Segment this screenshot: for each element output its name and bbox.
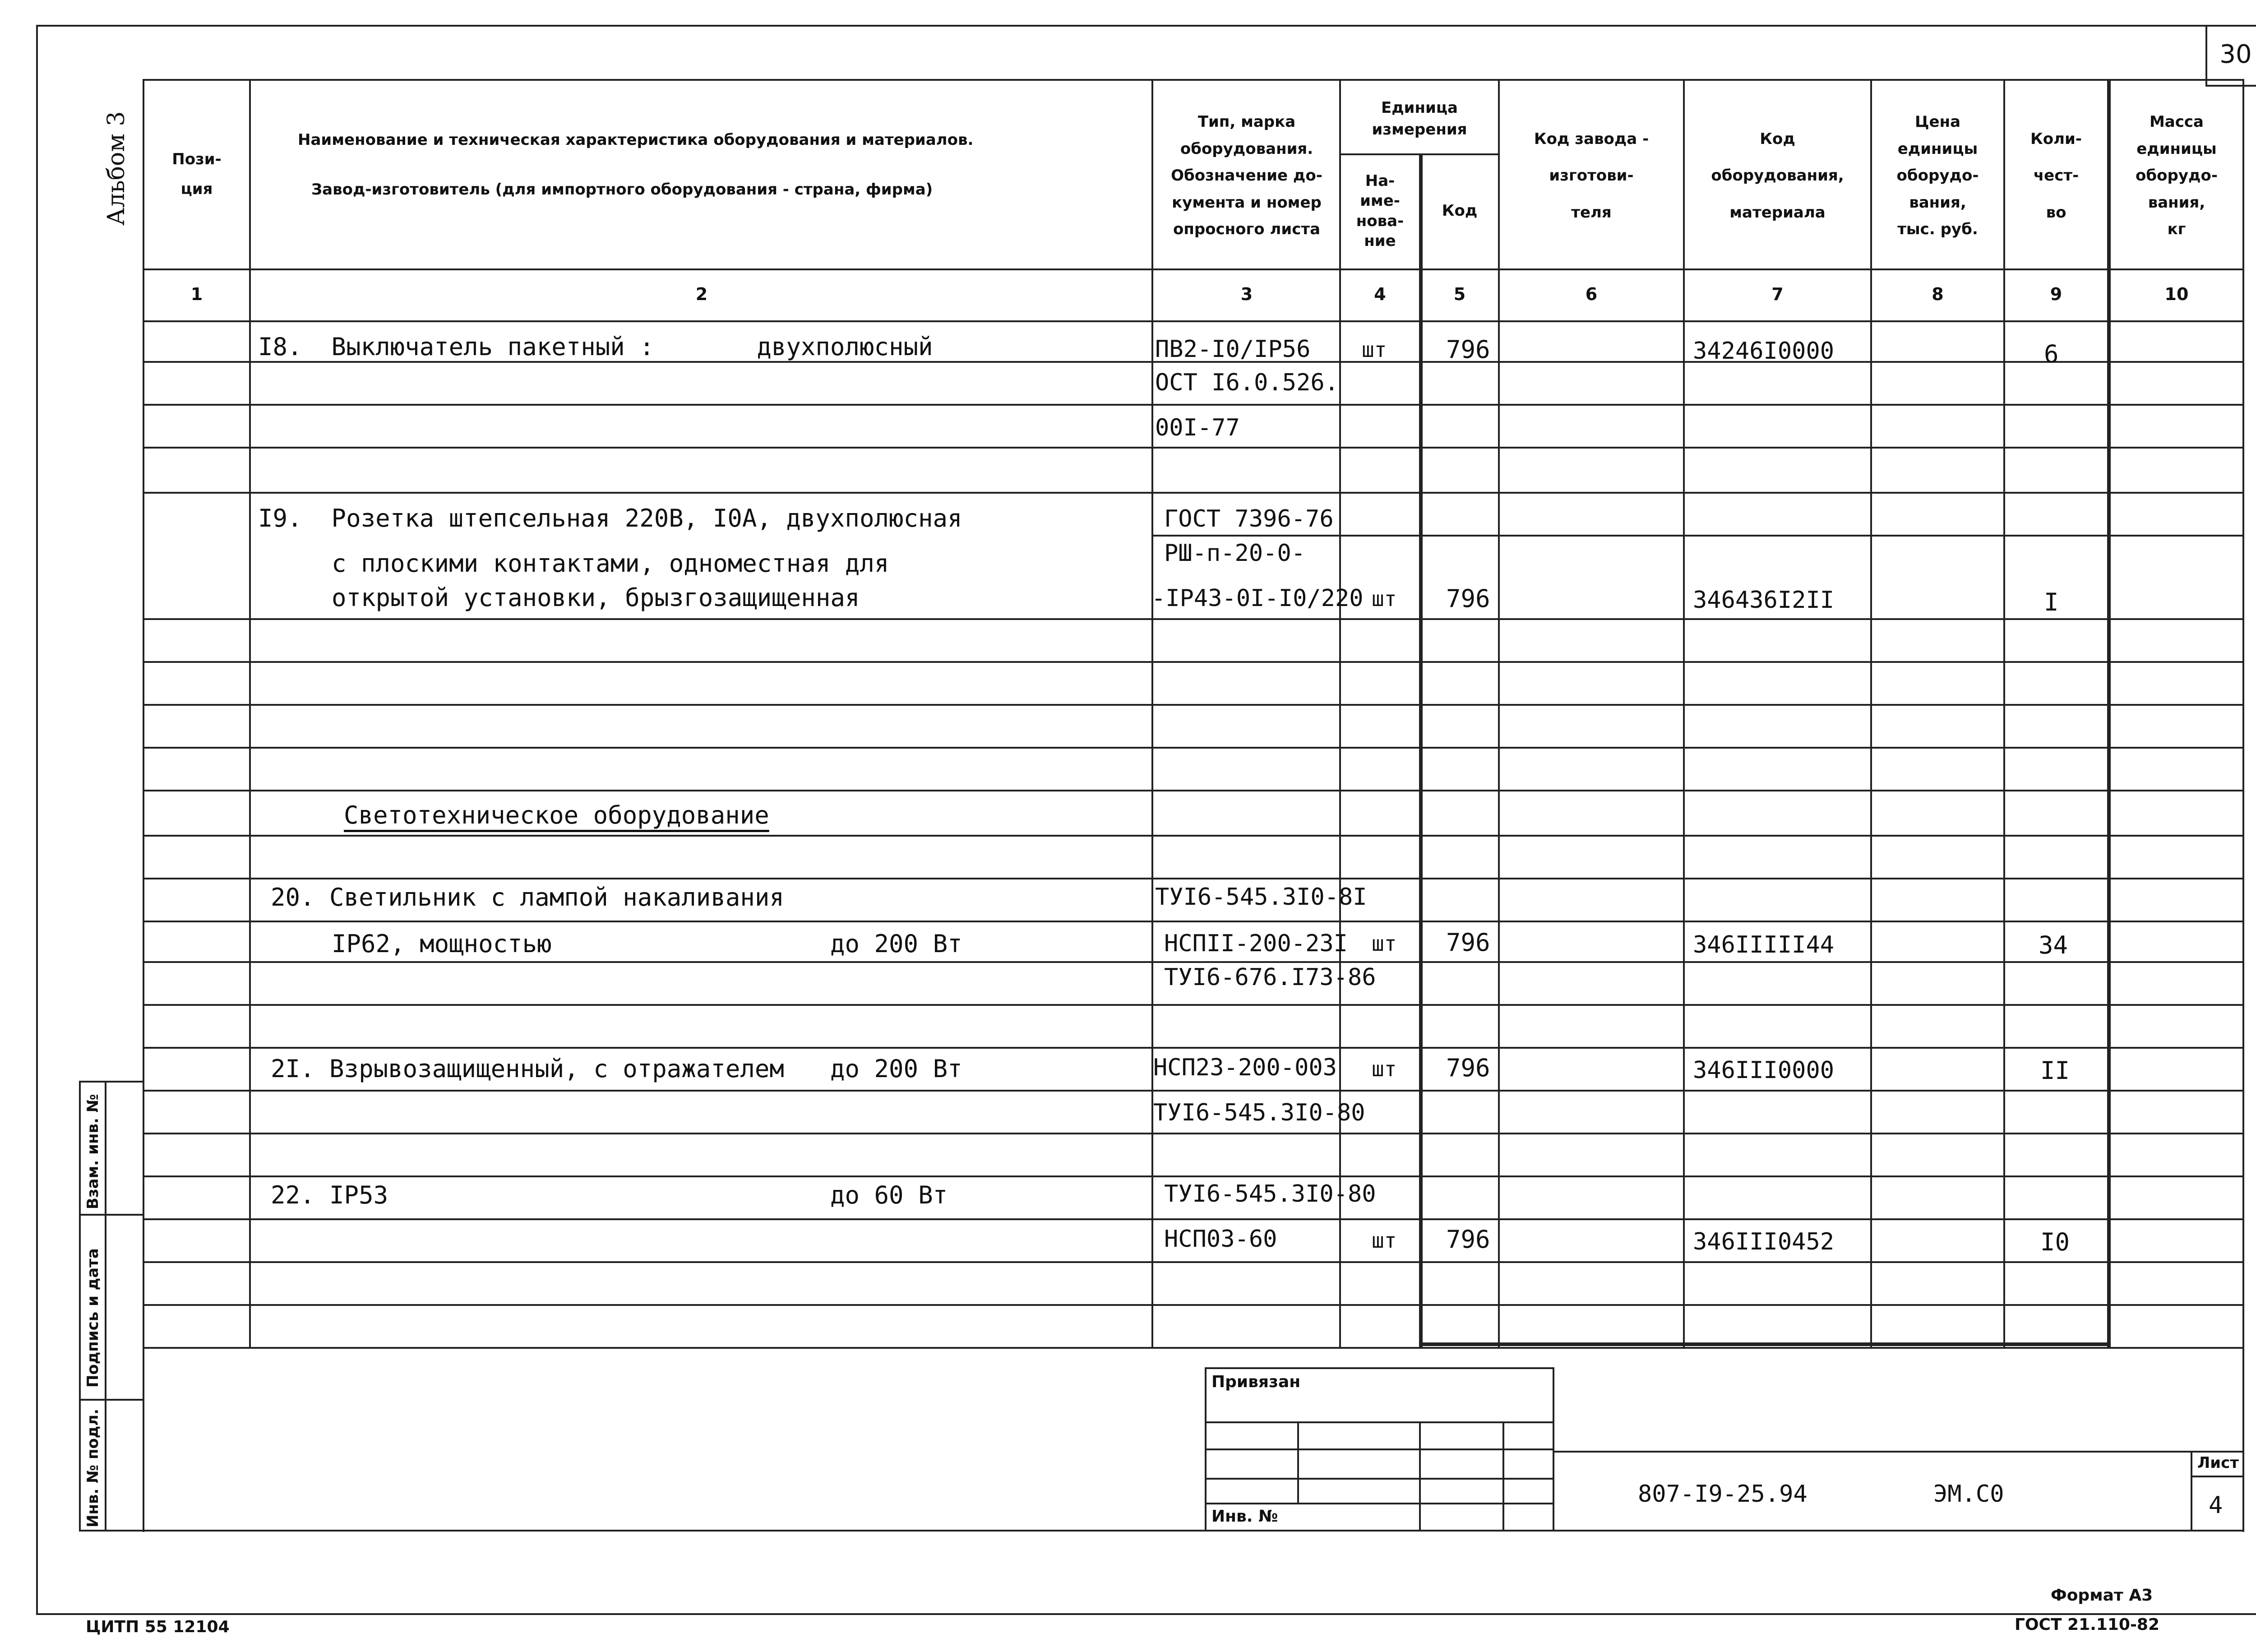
stamp-line <box>1205 1448 1554 1450</box>
item-21-type-1: НСП23-200-003 <box>1153 1054 1337 1081</box>
item-19-eqcode: 346436I2II <box>1693 587 1835 614</box>
data-bottom <box>143 1347 2244 1349</box>
section-title: Светотехническое оборудование <box>344 801 769 829</box>
table-top <box>143 79 2244 81</box>
colnum-5: 5 <box>1453 284 1466 304</box>
col-sep-8 <box>2003 79 2005 1347</box>
stamp-doc-mark: ЭМ.С0 <box>1933 1481 2004 1508</box>
row-line <box>143 878 2244 879</box>
header-position: Пози- ция <box>172 150 222 198</box>
page-number: 30 <box>2219 40 2252 69</box>
footer-left: ЦИТП 55 12104 <box>86 1618 230 1636</box>
item-18-unit: шт <box>1362 338 1387 362</box>
side-label-podpis: Подпись и дата <box>84 1248 102 1388</box>
colnum-8: 8 <box>1932 284 1944 304</box>
row-line <box>143 1004 2244 1006</box>
item-19-type-3: -IP43-0I-I0/220 <box>1151 585 1364 612</box>
stamp-col <box>1502 1421 1504 1531</box>
stamp-list-sep <box>2191 1476 2244 1477</box>
stamp-col <box>1419 1421 1421 1531</box>
colnum-bottom <box>143 320 2244 322</box>
stamp-doc-top <box>1553 1451 2244 1453</box>
item-22-qty: I0 <box>2040 1228 2070 1256</box>
side-stamp-sep1 <box>79 1214 144 1216</box>
header-unit-group: Единица измерения <box>1372 99 1467 139</box>
item-20-qty: 34 <box>2039 931 2068 959</box>
footer-gost: ГОСТ 21.110-82 <box>2015 1615 2160 1634</box>
item-20-type-3: ТУI6-676.I73-86 <box>1164 964 1376 991</box>
item-22-unit: шт <box>1372 1228 1397 1253</box>
item-19-type-2: РШ-п-20-0- <box>1164 540 1306 567</box>
item-21-eqcode: 346III0000 <box>1693 1057 1835 1084</box>
header-bottom <box>143 268 2244 270</box>
stamp-privyazan-label: Привязан <box>1211 1373 1301 1391</box>
stamp-line <box>1205 1503 1554 1504</box>
col-sep-9 <box>2107 79 2111 1347</box>
side-stamp-top <box>79 1081 144 1083</box>
row-line <box>143 618 2244 620</box>
item-22-name-b: до 60 Вт <box>830 1181 948 1209</box>
row-line <box>143 835 2244 837</box>
item-20-code: 796 <box>1446 928 1490 957</box>
side-stamp-sep2 <box>79 1399 144 1401</box>
side-stamp-bottom <box>79 1530 144 1532</box>
item-18-type-2: ОСТ I6.0.526. <box>1155 369 1339 396</box>
row-line <box>143 447 2244 449</box>
stamp-privyazan-top <box>1205 1367 1554 1369</box>
col-sep-7 <box>1870 79 1872 1347</box>
col-sep-1 <box>249 79 251 1347</box>
row-line <box>143 661 2244 663</box>
item-21-unit: шт <box>1372 1057 1397 1081</box>
stamp-list-number: 4 <box>2209 1492 2223 1519</box>
item-21-name-b: до 200 Вт <box>830 1055 962 1083</box>
stamp-line <box>1205 1421 1554 1423</box>
colnum-9: 9 <box>2050 284 2062 304</box>
colnum-6: 6 <box>1585 284 1598 304</box>
unit-group-sep <box>1339 153 1498 155</box>
row-line <box>1151 535 2244 537</box>
item-20-type-2: НСПII-200-23I <box>1164 930 1348 957</box>
item-18-qty: 6 <box>2044 340 2059 368</box>
colnum-4: 4 <box>1374 284 1386 304</box>
colnum-3: 3 <box>1240 284 1253 304</box>
header-quantity: Коли- чест- во <box>2030 130 2082 222</box>
row-line <box>143 1261 2244 1263</box>
header-name-line1: Наименование и техническая характеристика оборудования и материалов. <box>298 130 974 149</box>
col-sep-5 <box>1498 79 1500 1347</box>
outer-frame-bottom <box>36 1613 2256 1615</box>
item-20-name-2b: до 200 Вт <box>830 930 962 958</box>
colnum-10: 10 <box>2164 284 2189 304</box>
row-line <box>143 921 2244 922</box>
item-19-name-1: I9. Розетка штепсельная 220В, I0А, двухполюсная <box>258 504 962 532</box>
item-20-name-1: 20. Светильник с лампой накаливания <box>271 883 784 912</box>
col-sep-2 <box>1151 79 1153 1347</box>
item-18-code: 796 <box>1446 335 1490 364</box>
item-21-name: 2I. Взрывозащищенный, с отражателем <box>271 1055 784 1083</box>
data-bottom-bold <box>1419 1342 2109 1346</box>
side-stamp-left <box>79 1081 81 1531</box>
row-line <box>143 704 2244 706</box>
page-number-box-left <box>2205 25 2207 86</box>
item-21-code: 796 <box>1446 1054 1490 1082</box>
item-20-eqcode: 346IIIII44 <box>1693 931 1835 958</box>
header-name-line2: Завод-изготовитель (для импортного оборудования - страна, фирма) <box>311 180 933 199</box>
album-label: Альбом 3 <box>103 111 130 226</box>
row-line <box>143 1218 2244 1220</box>
stamp-col <box>1297 1421 1299 1503</box>
stamp-line <box>1205 1478 1554 1480</box>
row-line <box>143 1047 2244 1049</box>
item-22-eqcode: 346III0452 <box>1693 1228 1835 1255</box>
header-unit-name: На- име- нова- ние <box>1356 172 1404 250</box>
stamp-list-label: Лист <box>2197 1454 2239 1472</box>
row-line <box>143 1175 2244 1177</box>
item-22-name: 22. IP53 <box>271 1181 388 1209</box>
header-mass: Масса единицы оборудо- вания, кг <box>2136 113 2218 239</box>
side-label-vzam: Взам. инв. № <box>84 1094 102 1209</box>
item-20-type-1: ТУI6-545.3I0-8I <box>1155 884 1367 911</box>
item-19-type-1: ГОСТ 7396-76 <box>1164 505 1334 532</box>
item-22-type-1: ТУI6-545.3I0-80 <box>1164 1180 1376 1208</box>
item-20-unit: шт <box>1372 931 1397 956</box>
row-line <box>143 1133 2244 1134</box>
item-22-type-2: НСП03-60 <box>1164 1226 1277 1253</box>
item-18-name: I8. Выключатель пакетный : двухполюсный <box>258 333 933 361</box>
item-19-qty: I <box>2044 588 2059 616</box>
colnum-2: 2 <box>695 284 708 304</box>
col-sep-6 <box>1683 79 1685 1347</box>
outer-frame-left <box>36 25 38 1613</box>
item-19-name-2: с плоскими контактами, одноместная для <box>332 549 889 578</box>
col-sep-3 <box>1339 79 1341 1347</box>
row-line <box>143 747 2244 749</box>
stamp-bottom <box>143 1530 2244 1532</box>
col-sep-4 <box>1419 153 1423 1347</box>
item-18-eqcode: 34246I0000 <box>1693 338 1835 365</box>
table-right <box>2242 79 2244 1532</box>
footer-format: Формат А3 <box>2051 1586 2153 1605</box>
header-price: Цена единицы оборудо- вания, тыс. руб. <box>1896 113 1979 239</box>
stamp-doc-code: 807-I9-25.94 <box>1638 1481 1808 1508</box>
item-20-name-2: IP62, мощностью <box>332 930 552 958</box>
item-19-name-3: открытой установки, брызгозащищенная <box>332 583 860 612</box>
colnum-1: 1 <box>190 284 203 304</box>
row-line <box>143 790 2244 791</box>
header-equipment-code: Код оборудования, материала <box>1711 130 1844 222</box>
stamp-list-left <box>2191 1451 2192 1531</box>
item-19-unit: шт <box>1372 587 1397 611</box>
row-line <box>143 961 2244 963</box>
side-stamp-mid <box>105 1081 106 1531</box>
row-line <box>143 492 2244 494</box>
item-21-type-2: ТУI6-545.3I0-80 <box>1153 1099 1365 1126</box>
header-maker-code: Код завода - изготови- теля <box>1534 130 1649 222</box>
item-18-type-1: ПВ2-I0/IP56 <box>1155 336 1311 363</box>
item-22-code: 796 <box>1446 1225 1490 1254</box>
header-unit-code: Код <box>1442 202 1478 220</box>
side-label-inv-podl: Инв. № подл. <box>84 1408 102 1527</box>
row-line <box>143 1090 2244 1092</box>
item-19-code: 796 <box>1446 584 1490 613</box>
item-21-qty: II <box>2040 1056 2070 1085</box>
stamp-inv-label: Инв. № <box>1211 1507 1278 1526</box>
item-18-type-3: 00I-77 <box>1155 414 1240 441</box>
row-line <box>143 404 2244 406</box>
colnum-7: 7 <box>1771 284 1784 304</box>
outer-frame-top <box>36 25 2256 27</box>
row-line <box>143 1304 2244 1306</box>
header-type: Тип, марка оборудования. Обозначение до- кумента и номер опросного листа <box>1171 113 1322 239</box>
